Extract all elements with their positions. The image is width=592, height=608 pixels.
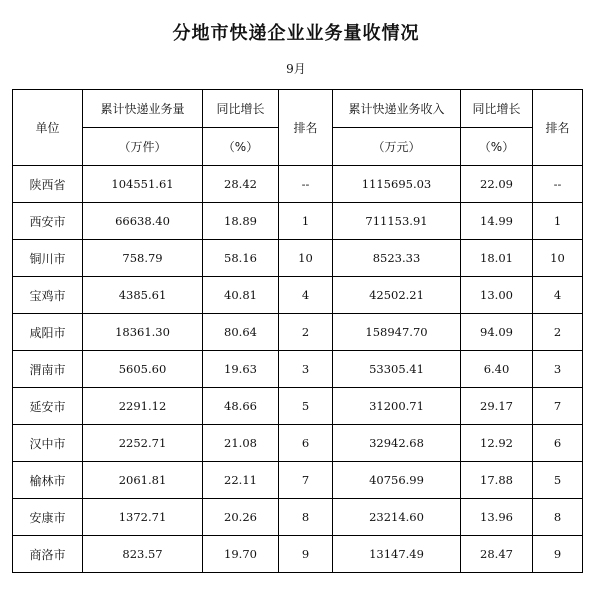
cell-unit: 汉中市	[13, 425, 83, 462]
cell-volume-growth: 28.42	[203, 166, 279, 203]
cell-revenue-rank: 5	[533, 462, 583, 499]
cell-unit: 咸阳市	[13, 314, 83, 351]
cell-revenue-rank: 2	[533, 314, 583, 351]
cell-volume-rank: 3	[279, 351, 333, 388]
cell-volume-growth: 22.11	[203, 462, 279, 499]
cell-unit: 延安市	[13, 388, 83, 425]
cell-volume-growth: 18.89	[203, 203, 279, 240]
cell-volume-rank: 4	[279, 277, 333, 314]
cell-volume: 1372.71	[83, 499, 203, 536]
table-row	[13, 425, 583, 462]
cell-volume: 2291.12	[83, 388, 203, 425]
document-title: 分地市快递企业业务量收情况	[172, 23, 420, 44]
table-body	[13, 166, 583, 573]
cell-revenue-growth: 6.40	[461, 351, 533, 388]
header-volume-rank: 排名	[279, 90, 333, 166]
table-row	[13, 462, 583, 499]
header-revenue: 累计快递业务收入	[333, 90, 461, 128]
cell-revenue: 31200.71	[333, 388, 461, 425]
header-unit: 单位	[13, 90, 83, 166]
document-subtitle: 9月	[286, 62, 306, 76]
cell-volume-rank: 5	[279, 388, 333, 425]
cell-revenue: 158947.70	[333, 314, 461, 351]
cell-volume: 2061.81	[83, 462, 203, 499]
cell-revenue-rank: 3	[533, 351, 583, 388]
cell-volume: 66638.40	[83, 203, 203, 240]
cell-unit: 安康市	[13, 499, 83, 536]
cell-revenue-rank: 7	[533, 388, 583, 425]
cell-volume-growth: 19.63	[203, 351, 279, 388]
table-row	[13, 388, 583, 425]
cell-unit: 宝鸡市	[13, 277, 83, 314]
cell-volume-growth: 58.16	[203, 240, 279, 277]
cell-revenue-growth: 14.99	[461, 203, 533, 240]
cell-volume: 823.57	[83, 536, 203, 573]
cell-revenue-growth: 94.09	[461, 314, 533, 351]
cell-volume-rank: 1	[279, 203, 333, 240]
table-row	[13, 203, 583, 240]
cell-revenue-growth: 17.88	[461, 462, 533, 499]
table-row	[13, 240, 583, 277]
cell-volume-growth: 20.26	[203, 499, 279, 536]
cell-revenue-rank: 6	[533, 425, 583, 462]
cell-revenue-rank: 4	[533, 277, 583, 314]
cell-revenue-growth: 13.96	[461, 499, 533, 536]
cell-revenue-rank: 1	[533, 203, 583, 240]
cell-volume: 4385.61	[83, 277, 203, 314]
cell-unit: 陕西省	[13, 166, 83, 203]
header-revenue-unit: （万元）	[333, 128, 461, 166]
cell-revenue-growth: 28.47	[461, 536, 533, 573]
cell-volume-rank: 2	[279, 314, 333, 351]
cell-revenue: 711153.91	[333, 203, 461, 240]
cell-volume-growth: 80.64	[203, 314, 279, 351]
table-row	[13, 499, 583, 536]
header-volume-unit: （万件）	[83, 128, 203, 166]
cell-volume: 5605.60	[83, 351, 203, 388]
table-row	[13, 166, 583, 203]
cell-unit: 铜川市	[13, 240, 83, 277]
cell-volume: 758.79	[83, 240, 203, 277]
cell-volume-rank: 9	[279, 536, 333, 573]
cell-unit: 榆林市	[13, 462, 83, 499]
header-row-top	[13, 90, 583, 128]
table-row	[13, 536, 583, 573]
table-row	[13, 351, 583, 388]
cell-volume-rank: 10	[279, 240, 333, 277]
cell-revenue-rank: 8	[533, 499, 583, 536]
cell-volume: 18361.30	[83, 314, 203, 351]
cell-revenue-rank: 9	[533, 536, 583, 573]
cell-revenue-growth: 29.17	[461, 388, 533, 425]
cell-revenue: 1115695.03	[333, 166, 461, 203]
table-row	[13, 277, 583, 314]
cell-volume-rank: 6	[279, 425, 333, 462]
cell-revenue: 8523.33	[333, 240, 461, 277]
table-row	[13, 314, 583, 351]
cell-revenue: 13147.49	[333, 536, 461, 573]
express-stats-table	[12, 89, 583, 573]
cell-revenue: 40756.99	[333, 462, 461, 499]
header-volume-growth-unit: （%）	[203, 128, 279, 166]
header-volume-growth: 同比增长	[203, 90, 279, 128]
cell-volume-rank: --	[279, 166, 333, 203]
header-revenue-growth: 同比增长	[461, 90, 533, 128]
cell-volume-growth: 40.81	[203, 277, 279, 314]
cell-revenue-growth: 18.01	[461, 240, 533, 277]
cell-volume-rank: 8	[279, 499, 333, 536]
cell-revenue-rank: --	[533, 166, 583, 203]
header-revenue-rank: 排名	[533, 90, 583, 166]
cell-volume-growth: 21.08	[203, 425, 279, 462]
cell-volume-growth: 48.66	[203, 388, 279, 425]
header-revenue-growth-unit: （%）	[461, 128, 533, 166]
cell-volume-rank: 7	[279, 462, 333, 499]
cell-volume: 2252.71	[83, 425, 203, 462]
cell-unit: 商洛市	[13, 536, 83, 573]
cell-unit: 渭南市	[13, 351, 83, 388]
cell-revenue-growth: 22.09	[461, 166, 533, 203]
cell-volume-growth: 19.70	[203, 536, 279, 573]
cell-revenue-growth: 13.00	[461, 277, 533, 314]
cell-volume: 104551.61	[83, 166, 203, 203]
cell-revenue: 23214.60	[333, 499, 461, 536]
cell-revenue: 42502.21	[333, 277, 461, 314]
cell-revenue-rank: 10	[533, 240, 583, 277]
cell-revenue-growth: 12.92	[461, 425, 533, 462]
header-volume: 累计快递业务量	[83, 90, 203, 128]
cell-unit: 西安市	[13, 203, 83, 240]
table-header	[13, 90, 583, 166]
cell-revenue: 53305.41	[333, 351, 461, 388]
cell-revenue: 32942.68	[333, 425, 461, 462]
